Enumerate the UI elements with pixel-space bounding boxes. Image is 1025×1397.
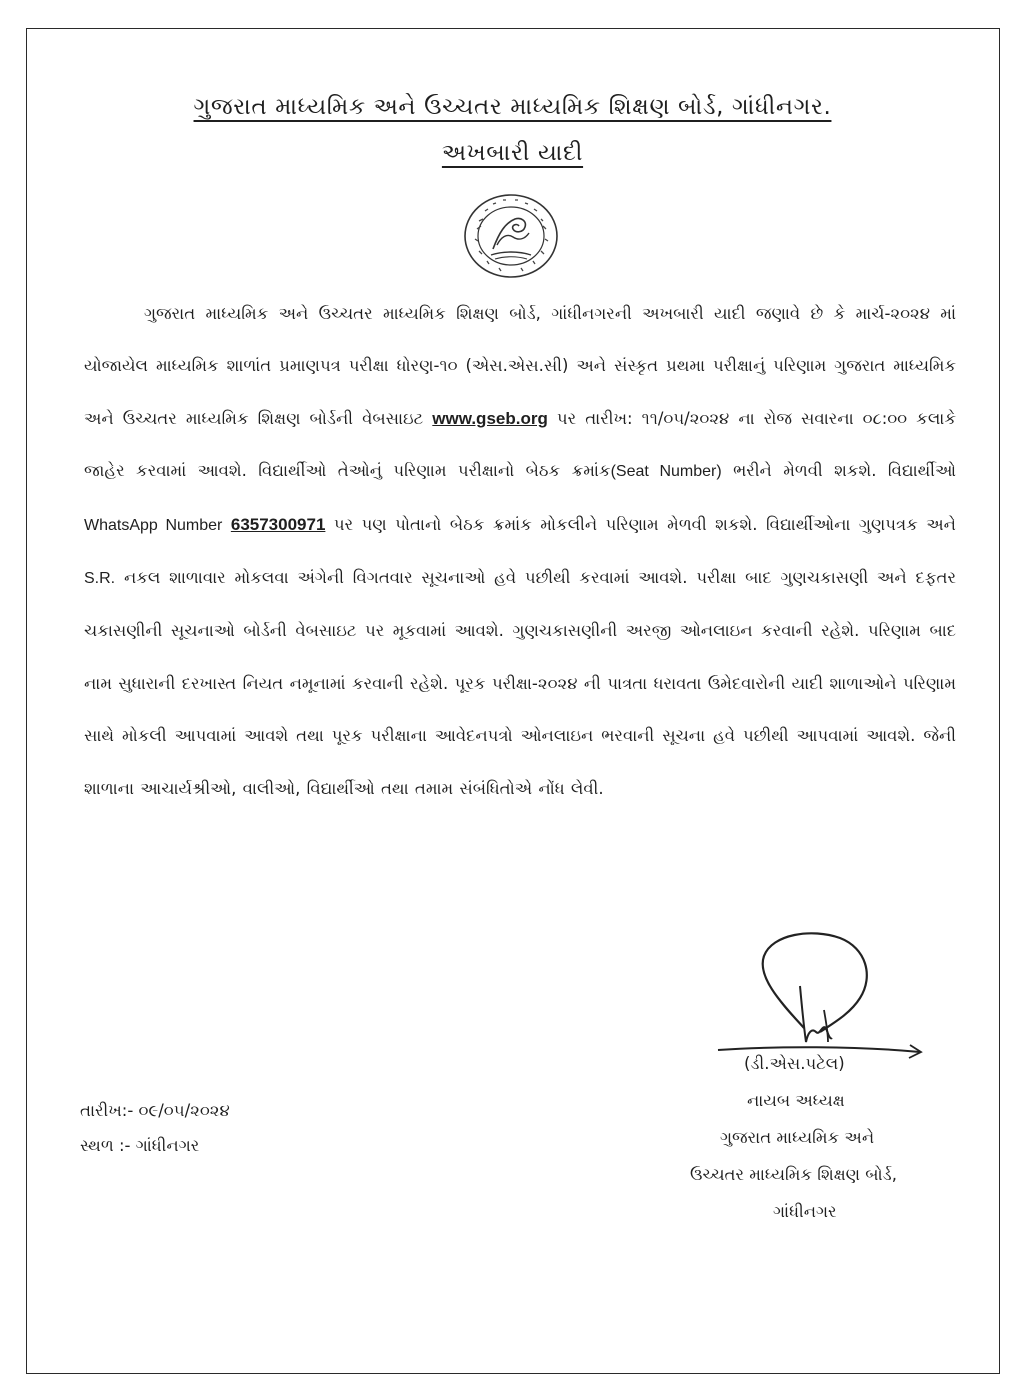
- issue-place: સ્થળ :- ગાંધીનગર: [80, 1136, 200, 1155]
- whatsapp-number[interactable]: 6357300971: [230, 514, 326, 534]
- signatory-org-line-1: ગુજરાત માધ્યમિક અને: [720, 1128, 875, 1147]
- seat-number-label: (Seat Number): [610, 463, 722, 481]
- press-release-title: [0, 140, 1025, 166]
- issue-date: તારીખ:- ૦૯/૦૫/૨૦૨૪: [80, 1101, 230, 1120]
- handwritten-signature: [716, 928, 931, 1068]
- body-part-3: ભરીને મેળવી શકશે. વિદ્યાર્થીઓ: [733, 461, 957, 481]
- signatory-name: (ડી.એસ.પટેલ): [744, 1054, 845, 1073]
- press-release-title-text: અખબારી યાદી: [441, 140, 584, 166]
- signatory-designation: નાયબ અધ્યક્ષ: [747, 1091, 845, 1110]
- board-title: [0, 94, 1025, 120]
- body-part-1: ગુજરાત માધ્યમિક અને ઉચ્ચતર માધ્યમિક શિક્ષણ બોર્ડ, ગાંધીનગરની અખબારી યાદી જણાવે છે કે માર્ચ-૨૦૨૪ માં યોજાયેલ માધ્યમિક શાળાંત પ્રમાણપત્ર પરીક્ષા ધોરણ-૧૦ (એસ.એસ.સી) અને સંસ્કૃત પ્રથમા પરીક્ષાનું પરિણામ ગુજરાત માધ્યમિક અને ઉચ્ચતર માધ્યમિક શિક્ષણ બોર્ડની વેબસાઇટ: [84, 304, 956, 428]
- sr-label: S.R.: [84, 570, 116, 588]
- body-part-2: પર તારીખ: ૧૧/૦૫/૨૦૨૪ ના રોજ સવારના ૦૮:૦૦ કલાકે જાહેર કરવામાં આવશે. વિદ્યાર્થીઓ તેઓનું પરિણામ પરીક્ષાનો બેઠક ક્રમાંક: [84, 408, 956, 481]
- board-title-text: ગુજરાત માધ્યમિક અને ઉચ્ચતર માધ્યમિક શિક્ષણ બોર્ડ, ગાંધીનગર.: [193, 94, 832, 120]
- website-link[interactable]: www.gseb.org: [432, 408, 548, 428]
- signatory-org-line-2: ઉચ્ચતર માધ્યમિક શિક્ષણ બોર્ડ,: [690, 1165, 897, 1184]
- whatsapp-label: WhatsApp Number: [84, 516, 223, 534]
- signatory-city: ગાંધીનગર: [773, 1202, 837, 1221]
- press-release-body: [84, 288, 956, 815]
- body-part-4: પર પણ પોતાનો બેઠક ક્રમાંક મોકલીને પરિણામ મેળવી શકશે. વિદ્યાર્થીઓના ગુણપત્રક અને: [333, 514, 956, 534]
- body-part-5: નકલ શાળાવાર મોકલવા અંગેની વિગતવાર સૂચનાઓ હવે પછીથી કરવામાં આવશે. પરીક્ષા બાદ ગુણચકાસણી અને દફતર ચકાસણીની સૂચનાઓ બોર્ડની વેબસાઇટ પર મૂકવામાં આવશે. ગુણચકાસણીની અરજી ઓનલાઇન કરવાની રહેશે. પરિણામ બાદ નામ સુધારાની દરખાસ્ત નિયત નમૂનામાં કરવાની રહેશે. પૂરક પરીક્ષા-૨૦૨૪ ની પાત્રતા ધરાવતા ઉમેદવારોની યાદી શાળાઓને પરિણામ સાથે મોકલી આપવામાં આવશે તથા પૂરક પરીક્ષાના આવેદનપત્રો ઓનલાઇન ભરવાની સૂચના હવે પછીથી આપવામાં આવશે. જેની શાળાના આચાર્યશ્રીઓ, વાલીઓ, વિદ્યાર્થીઓ તથા તમામ સંબંધિતોએ નોંધ લેવી.: [84, 568, 957, 798]
- board-seal-icon: [463, 193, 559, 279]
